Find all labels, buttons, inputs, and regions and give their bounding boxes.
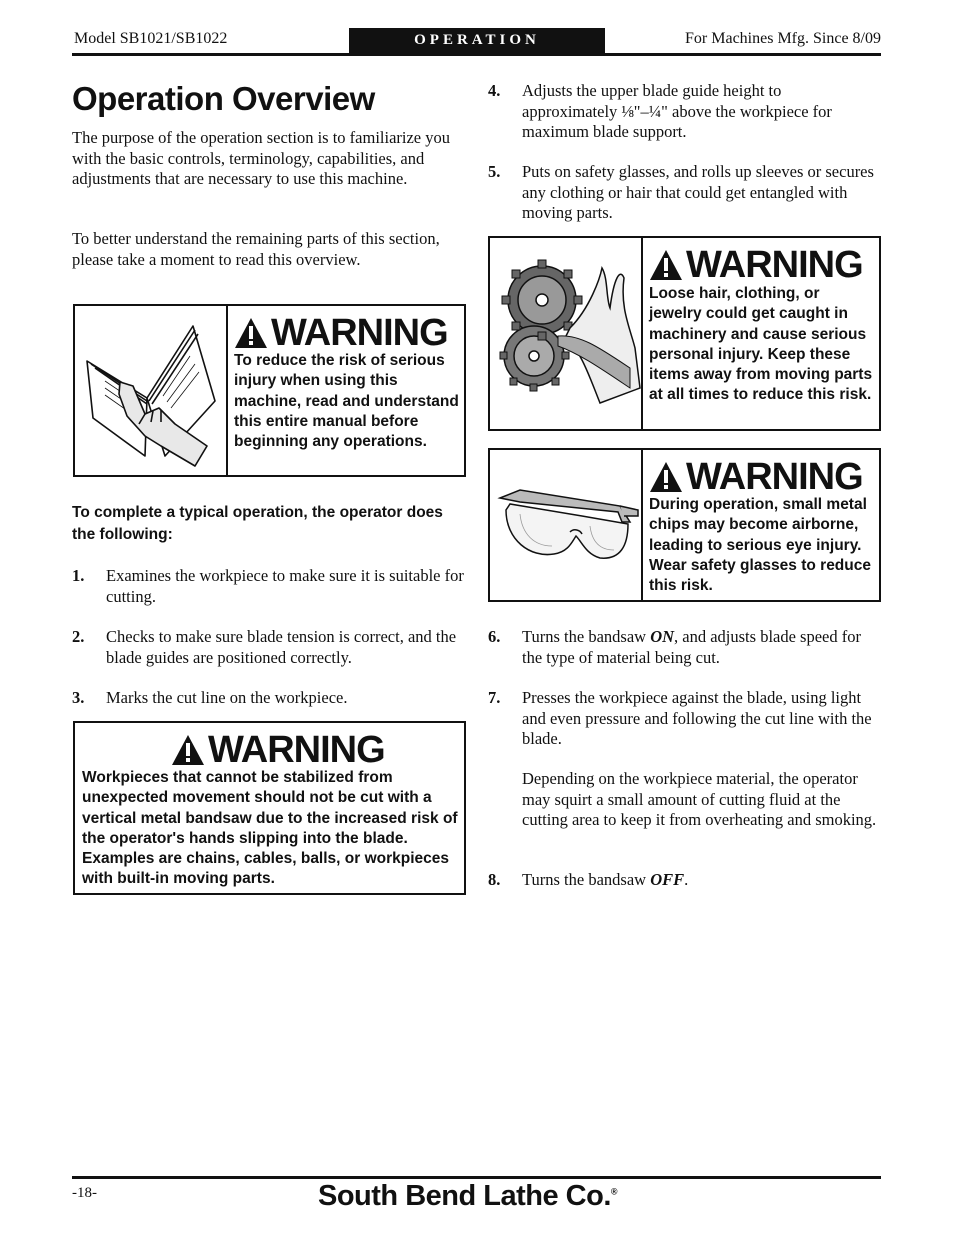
manual-reading-illustration [75, 306, 228, 475]
warning-box-workpiece [73, 721, 466, 895]
warning-box-manual [73, 304, 466, 477]
step-text: Examines the workpiece to make sure it is suitable for cutting. [106, 566, 464, 606]
step-text: Checks to make sure blade tension is correct, and the blade guides are positioned correctly. [106, 627, 457, 667]
warning-heading [648, 246, 863, 284]
warning-triangle-icon [233, 316, 269, 350]
step-number: 1. [72, 566, 85, 585]
safety-glasses-illustration [490, 450, 643, 600]
step-text: Adjusts the upper blade guide height to approximately ⅛"–¼" above the workpiece for maximum blade support. [522, 81, 832, 141]
step-7-note: Depending on the workpiece material, the operator may squirt a small amount of cutting fluid at the cutting area to keep it from overheating and smoking. [522, 769, 877, 829]
header-model: Model SB1021/SB1022 [74, 30, 228, 47]
safety-glasses-icon [490, 450, 641, 600]
warning-triangle-icon [648, 460, 684, 494]
warning-text-eye: During operation, small metal chips may become airborne, leading to serious eye injury. Wear safety glasses to reduce this risk. [649, 496, 871, 595]
header-section-label: OPERATION [349, 28, 605, 53]
header-mfg-date: For Machines Mfg. Since 8/09 [685, 30, 881, 47]
warning-box-entanglement [488, 236, 881, 431]
step-number: 4. [488, 81, 501, 100]
step-text: Marks the cut line on the workpiece. [106, 688, 348, 707]
warning-word: WARNING [271, 312, 448, 354]
step-number: 8. [488, 870, 501, 889]
warning-word: WARNING [686, 244, 863, 286]
warning-text-entanglement: Loose hair, clothing, or jewelry could get caught in machinery and cause serious personal injury. Keep these items away from moving parts at all times to reduce this risk. [649, 285, 873, 404]
warning-heading [648, 458, 863, 496]
gears-hand-illustration [490, 238, 643, 429]
warning-text-workpiece: Workpieces that cannot be stabilized from unexpected movement should not be cut with a vertical metal bandsaw due to the increased risk of the operator's hands slipping into the blade. Examples are chains, cables, balls, or workpieces with built-in moving parts. [82, 769, 458, 888]
warning-heading [233, 314, 448, 352]
gears-entanglement-icon [490, 238, 641, 429]
warning-word: WARNING [686, 456, 863, 498]
step-number: 2. [72, 627, 85, 646]
page-number: -18- [72, 1185, 97, 1201]
warning-text-manual: To reduce the risk of serious injury when using this machine, read and understand this entire manual before beginning any operations. [234, 352, 459, 451]
step-number: 6. [488, 627, 501, 646]
intro-paragraph-1: The purpose of the operation section is to familiarize you with the basic controls, terminology, capabilities, and adjustments that are necessary to use this machine. [72, 128, 451, 188]
warning-triangle-icon [170, 733, 206, 767]
page-title: Operation Overview [72, 80, 375, 117]
steps-intro: To complete a typical operation, the operator does the following: [72, 504, 443, 543]
off-emphasis: OFF [650, 870, 685, 889]
warning-box-eye [488, 448, 881, 602]
step-number: 3. [72, 688, 85, 707]
step-text: Puts on safety glasses, and rolls up sleeves or secures any clothing or hair that could get entangled with moving parts. [522, 162, 874, 222]
warning-heading [170, 731, 385, 769]
step-number: 5. [488, 162, 501, 181]
step-text: Presses the workpiece against the blade, using light and even pressure and following the cut line with the blade. [522, 688, 872, 748]
on-emphasis: ON [650, 627, 675, 646]
header-rule [72, 53, 881, 56]
step-number: 7. [488, 688, 501, 707]
footer-rule [72, 1176, 881, 1179]
step-text: Turns the bandsaw OFF. [522, 870, 689, 889]
book-hand-icon [75, 306, 226, 475]
brand-logo: South Bend Lathe Co.® [318, 1180, 618, 1212]
warning-triangle-icon [648, 248, 684, 282]
intro-paragraph-2: To better understand the remaining parts of this section, please take a moment to read this overview. [72, 229, 440, 269]
warning-word: WARNING [208, 729, 385, 771]
step-text: Turns the bandsaw ON, and adjusts blade speed for the type of material being cut. [522, 627, 861, 667]
